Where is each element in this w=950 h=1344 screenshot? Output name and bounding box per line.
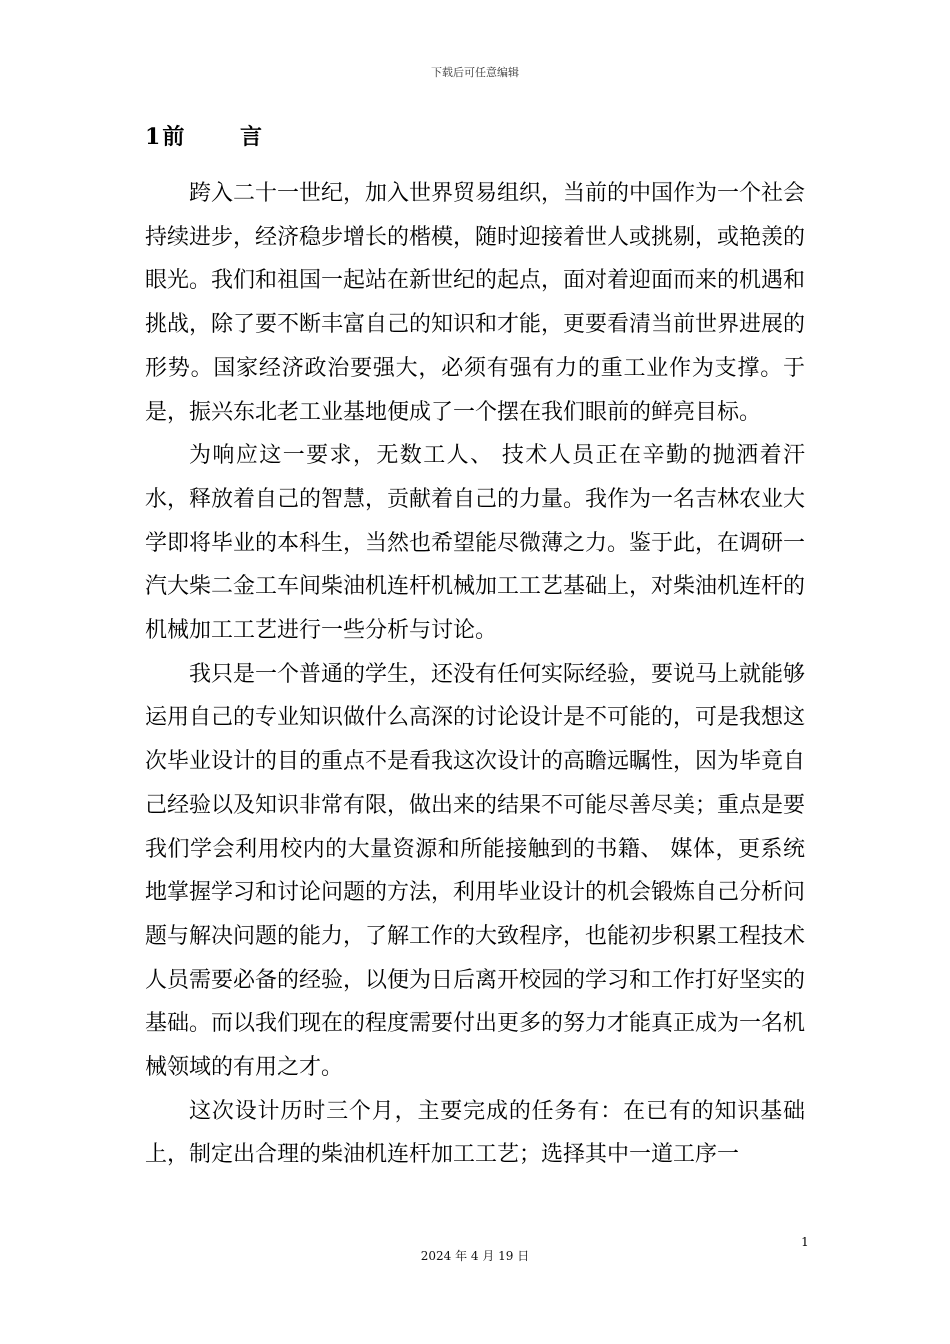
section-title-text: 前 言 [162,124,286,150]
page-number: 1 [801,1235,809,1249]
body-text [145,172,805,1177]
paragraph: 为响应这一要求，无数工人、 技术人员正在辛勤的抛洒着汗水，释放着自己的智慧，贡献着自己的力量。我作为一名吉林农业大学即将毕业的本科生，当然也希望能尽微薄之力。鉴于此，在调研一汽大柴二金工车间柴油机连杆机械加工工艺基础上，对柴油机连杆的机械加工工艺进行一些分析与讨论。 [145,443,806,644]
paragraph: 这次设计历时三个月，主要完成的任务有：在已有的知识基础上，制定出合理的柴油机连杆加工工艺；选择其中一道工序一 [145,1098,805,1168]
section-number: 1 [145,124,161,150]
section-title [145,120,286,154]
page-header: 下载后可任意编辑 [431,66,519,79]
paragraph: 我只是一个普通的学生，还没有任何实际经验，要说马上就能够运用自己的专业知识做什么高深的讨论设计是不可能的，可是我想这次毕业设计的目的重点不是看我这次设计的高瞻远瞩性，因为毕竟自己经验以及知识非常有限，做出来的结果不可能尽善尽美；重点是要我们学会利用校内的大量资源和所能接触到的书籍、 媒体，更系统地掌握学习和讨论问题的方法，利用毕业设计的机会锻炼自己分析问题与解决问题的能力，了解工作的大致程序，也能初步积累工程技术人员需要必备的经验，以便为日后离开校园的学习和工作打好坚实的基础。而以我们现在的程度需要付出更多的努力才能真正成为一名机械领域的有用之才。 [145,661,806,1081]
page-footer-date: 2024 年 4 月 19 日 [420,1249,530,1263]
paragraph: 跨入二十一世纪，加入世界贸易组织，当前的中国作为一个社会持续进步，经济稳步增长的楷模，随时迎接着世人或挑剔，或艳羡的眼光。我们和祖国一起站在新世纪的起点，面对着迎面而来的机遇和挑战，除了要不断丰富自己的知识和才能，更要看清当前世界进展的形势。国家经济政治要强大，必须有强有力的重工业作为支撑。于是，振兴东北老工业基地便成了一个摆在我们眼前的鲜亮目标。 [145,181,806,425]
